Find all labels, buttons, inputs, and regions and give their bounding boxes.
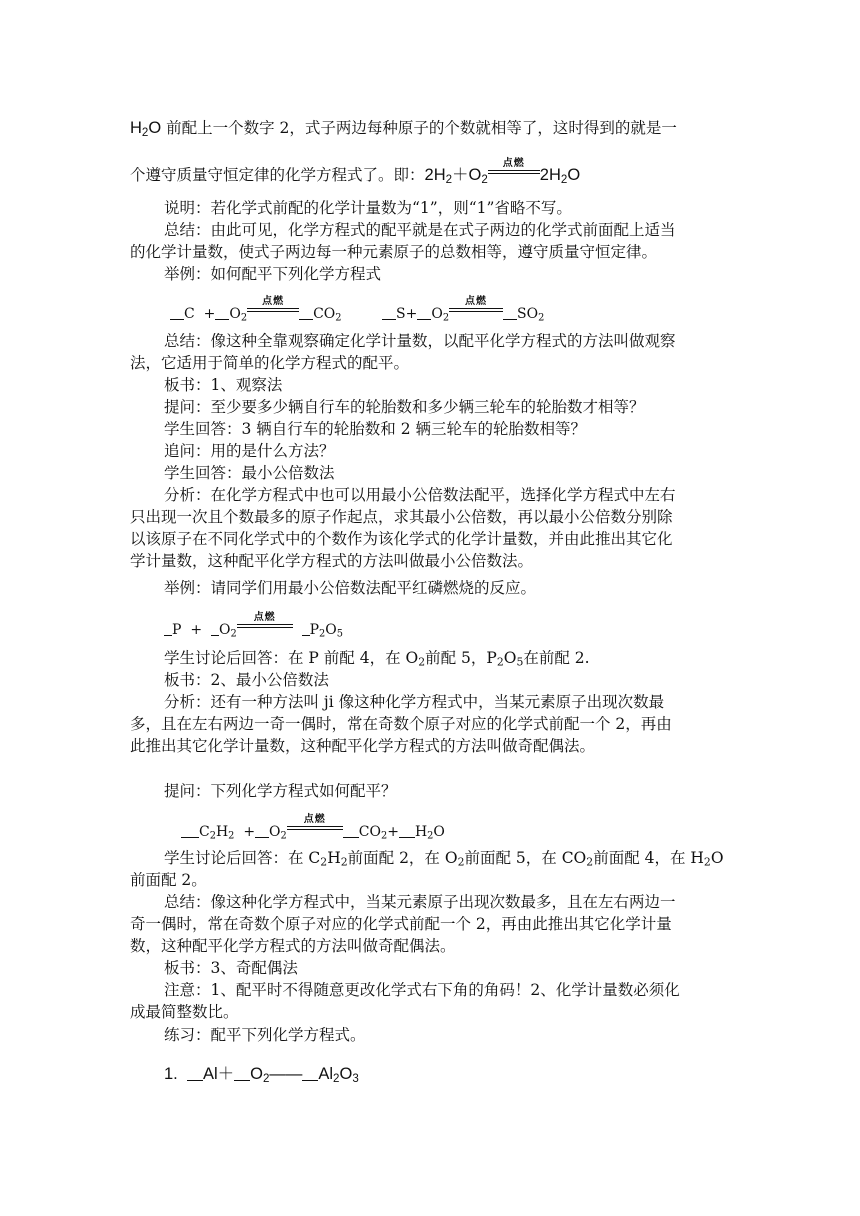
text-line: 奇一偶时，常在奇数个原子对应的化学式前配一个 2，再由此推出其它化学计量 [130, 915, 672, 933]
reaction-condition: 点燃 [237, 616, 293, 636]
equation-acetylene: $C_2H_2 + O_2$ 点燃 $CO_2+ H_2O$ [181, 818, 445, 842]
text-line: 学生回答：3 辆自行车的轮胎数和 2 辆三轮车的轮胎数相等？ [164, 420, 587, 438]
text-line: 以该原子在不同化学式中的个数作为该化学式的化学计量数，并由此推出其它化 [130, 530, 673, 548]
text-line: 多，且在左右两边一奇一偶时，常在奇数个原子对应的化学式前配一个 2，再由 [130, 715, 672, 733]
text-line: 个遵守质量守恒定律的化学方程式了。即：$2H_2+O_2$ 点燃 $2H_2O$ [130, 158, 581, 186]
text-line: 总结：像这种全靠观察确定化学计量数，以配平化学方程式的方法叫做观察 [164, 332, 676, 350]
text-line: 只出现一次且个数最多的原子作起点，求其最小公倍数，再以最小公倍数分别除 [130, 508, 673, 526]
text-line: 提问：至少要多少辆自行车的轮胎数和多少辆三轮车的轮胎数才相等？ [164, 398, 645, 416]
reaction-condition: 点燃 [247, 300, 299, 320]
text-line: 学计量数，这种配平化学方程式的方法叫做最小公倍数法。 [130, 552, 534, 570]
text-line: $H_2O$ 前配上一个数字 2，式子两边每种原子的个数就相等了，这时得到的就是一 [130, 119, 677, 139]
text-line: 学生讨论后回答：在 P 前配 4，在 $O_2$前配 5，$P_2O_5$在前配 2. [164, 649, 590, 669]
text-line: 注意：1、配平时不得随意更改化学式右下角的角码！2、化学计量数必须化 [164, 981, 680, 999]
equation-carbon: $C + O_2$ 点燃 $CO_2$ [170, 300, 342, 324]
text-line: 总结：由此可见，化学方程式的配平就是在式子两边的化学式前面配上适当 [164, 221, 676, 239]
formula-h2o: $H_2O$ [130, 119, 162, 139]
text-line: 追问：用的是什么方法？ [164, 442, 335, 460]
text-line: 板书：1、观察法 [164, 376, 283, 394]
text-line: 法，它适用于简单的化学方程式的配平。 [130, 354, 410, 372]
text-line: 学生讨论后回答：在 $C_2H_2$前面配 2，在 $O_2$前面配 5，在 $CO_2$前面配 4，在 $H_2O$ [164, 849, 724, 869]
text-line: 数，这种配平化学方程式的方法叫做奇配偶法。 [130, 937, 456, 955]
text-line: 前面配 2。 [130, 871, 207, 889]
text-line: 板书：3、奇配偶法 [164, 959, 298, 977]
text-line: 分析：在化学方程式中也可以用最小公倍数法配平，选择化学方程式中左右 [164, 486, 676, 504]
reaction-condition: 点燃 [287, 818, 343, 838]
text-line: 总结：像这种化学方程式中，当某元素原子出现次数最多，且在左右两边一 [164, 893, 676, 911]
practice-equation-1: 1. $Al+ O_2——$ $Al_2O_3$ [164, 1065, 359, 1085]
text-line: 板书：2、最小公倍数法 [164, 671, 329, 689]
text-line: 举例：请同学们用最小公倍数法配平红磷燃烧的反应。 [164, 579, 537, 597]
text-line: 举例：如何配平下列化学方程式 [164, 265, 382, 283]
text-line: 的化学计量数，使式子两边每一种元素原子的总数相等，遵守质量守恒定律。 [130, 243, 658, 261]
equation-water: $2H_2+O_2$ 点燃 $2H_2O$ [424, 158, 581, 186]
equation-phosphorus: $P + O_2$ 点燃 $P_2O_5$ [164, 616, 343, 640]
text-line: 说明：若化学式前配的化学计量数为“1”，则“1”省略不写。 [164, 199, 572, 217]
reaction-condition: 点燃 [488, 162, 540, 182]
text-line: 此推出其它化学计量数，这种配平化学方程式的方法叫做奇配偶法。 [130, 737, 596, 755]
text-line: 练习：配平下列化学方程式。 [164, 1026, 366, 1044]
text-line: 提问：下列化学方程式如何配平？ [164, 782, 397, 800]
text-line: 学生回答：最小公倍数法 [164, 464, 335, 482]
reaction-condition: 点燃 [449, 300, 503, 320]
equation-sulfur: $S+ O_2$ 点燃 $SO_2$ [382, 300, 544, 324]
text-line: 成最简整数比。 [130, 1003, 239, 1021]
text-line: 分析：还有一种方法叫 ji 像这种化学方程式中，当某元素原子出现次数最 [164, 693, 665, 711]
